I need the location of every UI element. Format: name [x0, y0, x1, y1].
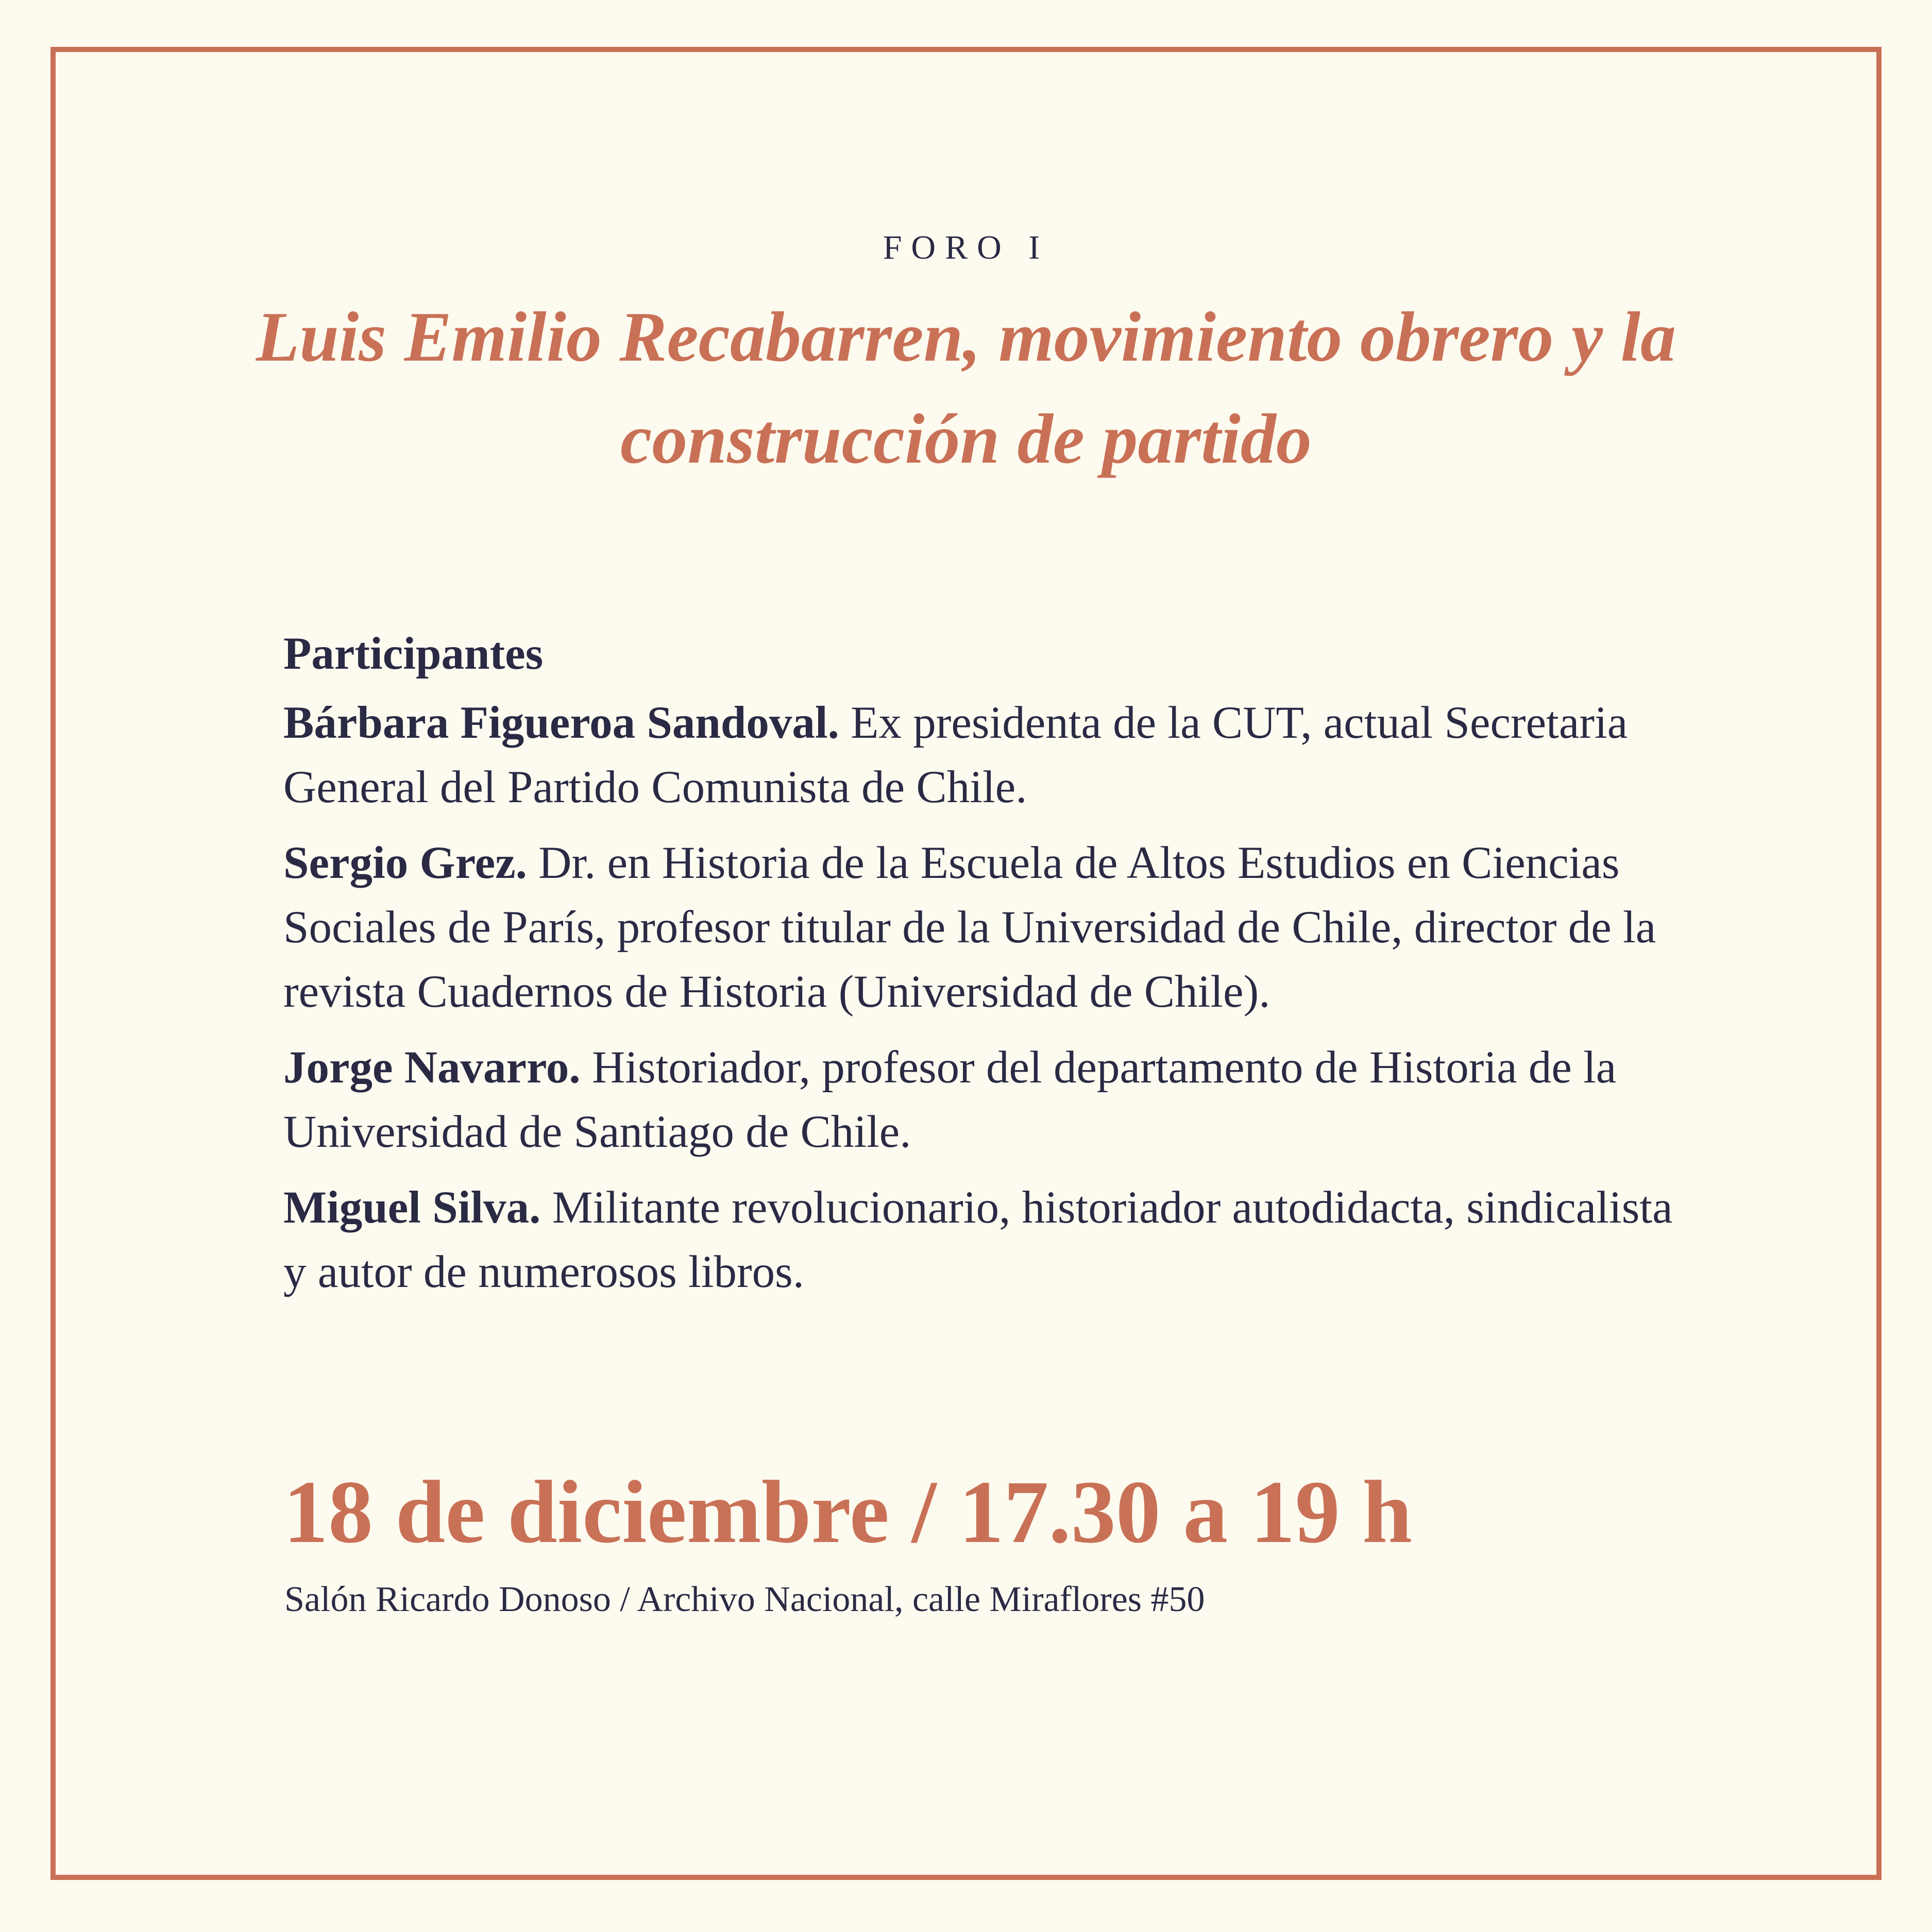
participant-entry: [283, 1176, 1674, 1304]
participant-name: Sergio Grez.: [283, 838, 527, 888]
participant-name: Miguel Silva.: [283, 1182, 541, 1233]
participant-name: Bárbara Figueroa Sandoval.: [283, 698, 839, 748]
event-venue: Salón Ricardo Donoso / Archivo Nacional, calle Miraflores #50: [284, 1580, 1205, 1619]
participant-entry: [283, 831, 1674, 1024]
participant-bio: Dr. en Historia de la Escuela de Altos Estudios en Ciencias Sociales de París, profesor titular de la Universidad de Chile, director de la revista Cuadernos de Historia (Universidad de Chile).: [283, 838, 1656, 1017]
forum-label: FORO I: [883, 229, 1049, 266]
participants-section: [283, 624, 1674, 1316]
event-title: Luis Emilio Recabarren, movimiento obrero y la construcción de partido: [256, 297, 1676, 478]
participant-entry: [283, 691, 1674, 820]
event-date-time: 18 de diciembre / 17.30 a 19 h: [283, 1462, 1413, 1562]
participant-name: Jorge Navarro.: [283, 1042, 581, 1093]
participants-heading: Participantes: [283, 629, 544, 679]
participant-entry: [283, 1036, 1674, 1164]
participant-bio: Militante revolucionario, historiador autodidacta, sindicalista y autor de numerosos libros.: [283, 1182, 1673, 1297]
participant-bio: Historiador, profesor del departamento de Historia de la Universidad de Santiago de Chile.: [283, 1042, 1617, 1157]
participant-bio: Ex presidenta de la CUT, actual Secretaria General del Partido Comunista de Chile.: [283, 698, 1628, 812]
